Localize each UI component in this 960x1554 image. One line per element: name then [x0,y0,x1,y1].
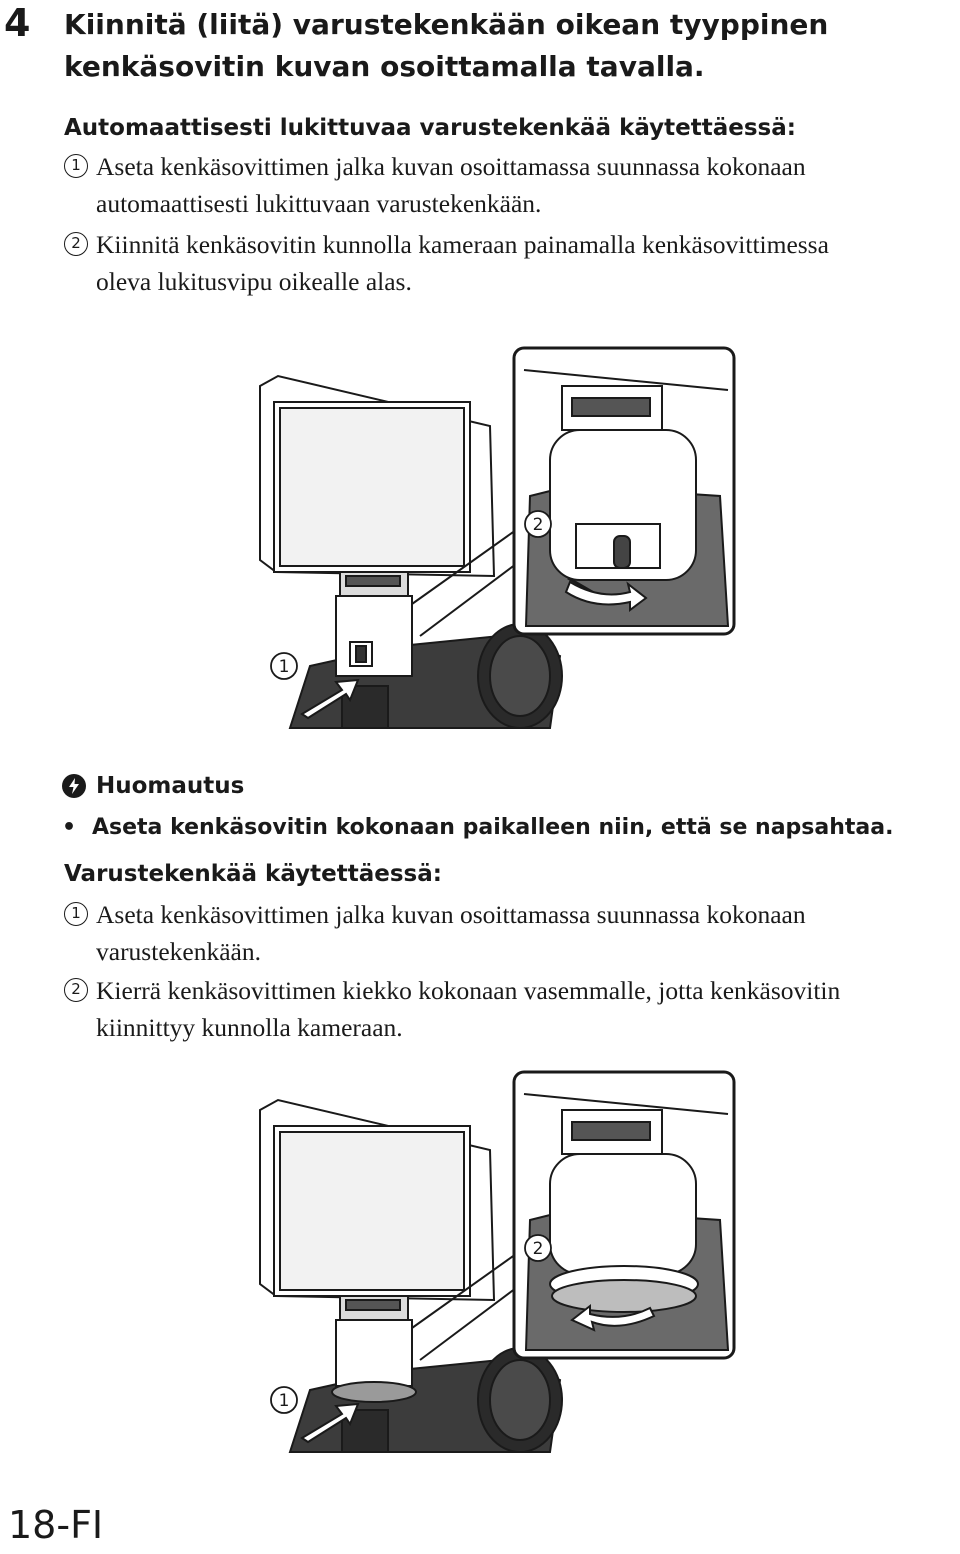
item-text: Kierrä kenkäsovittimen kiekko kokonaan vasemmalle, jotta kenkäsovitin kiinnittyy kunnolla kameraan. [96,976,841,1042]
item-text: Aseta kenkäsovittimen jalka kuvan osoittamassa suunnassa kokonaan varustekenkään. [96,900,806,966]
item-number-badge: 1 [64,902,88,926]
item-text: Kiinnitä kenkäsovitin kunnolla kameraan painamalla kenkäsovittimessa oleva lukitusvipu oikealle alas. [96,230,829,296]
note-icon [62,774,86,798]
item-text: Aseta kenkäsovittimen jalka kuvan osoittamassa suunnassa kokonaan automaattisesti lukittuvaan varustekenkään. [96,152,806,218]
figure-auto-lock-shoe [250,346,750,730]
note-heading-text: Huomautus [96,773,245,799]
figure2-callout-2: 2 [532,1239,544,1259]
note-heading [62,770,244,802]
figure-standard-shoe [250,1070,750,1454]
standard-heading: Varustekenkää käytettäessä: [64,861,442,887]
standard-item-2 [64,972,956,1046]
note-text: Aseta kenkäsovitin kokonaan paikalleen niin, että se napsahtaa. [92,815,894,840]
item-number-badge: 2 [64,978,88,1002]
figure2-callout-1: 1 [278,1391,290,1411]
step-number: 4 [4,1,31,45]
auto-lock-item-2 [64,226,956,300]
figure1-callout-2: 2 [532,515,544,535]
bullet-mark: • [62,815,77,840]
page-number: 18-FI [8,1503,104,1547]
note-bullet [62,812,958,844]
step-title: Kiinnitä (liitä) varustekenkään oikean tyyppinen kenkäsovitin kuvan osoittamalla tavalla. [64,8,829,83]
item-number-badge: 2 [64,232,88,256]
figure1-callout-1: 1 [278,657,290,677]
item-number-badge: 1 [64,154,88,178]
auto-lock-item-1 [64,148,956,222]
auto-lock-heading: Automaattisesti lukittuvaa varustekenkää käytettäessä: [64,115,796,141]
standard-item-1 [64,896,956,970]
